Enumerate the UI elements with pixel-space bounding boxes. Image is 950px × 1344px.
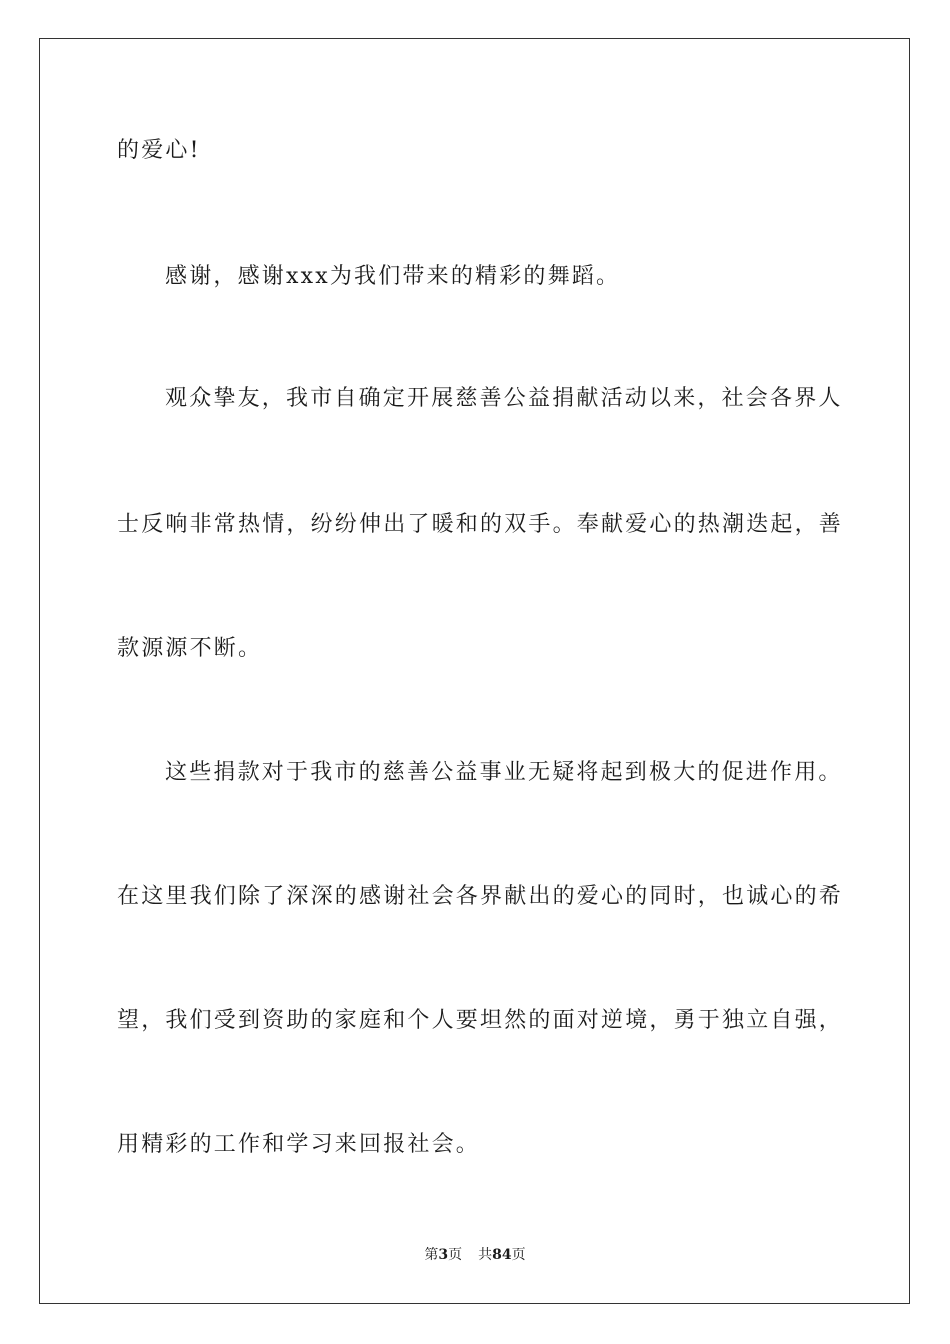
- body-line-7: 在这里我们除了深深的感谢社会各界献出的爱心的同时，也诚心的希: [117, 884, 844, 909]
- footer-total-pages: 84: [492, 1247, 512, 1263]
- body-line-4: 士反响非常热情，纷纷伸出了暖和的双手。奉献爱心的热潮迭起，善: [117, 512, 844, 537]
- page-footer: [0, 1246, 950, 1264]
- body-line-8: 望，我们受到资助的家庭和个人要坦然的面对逆境，勇于独立自强，: [117, 1008, 844, 1033]
- page-border: [39, 38, 910, 1304]
- body-line-2: 感谢，感谢xxx为我们带来的精彩的舞蹈。: [165, 264, 621, 289]
- footer-page-number: 3: [438, 1247, 449, 1263]
- body-line-3: 观众挚友，我市自确定开展慈善公益捐献活动以来，社会各界人: [165, 386, 843, 411]
- footer-page-prefix: 第: [424, 1247, 439, 1263]
- body-line-6: 这些捐款对于我市的慈善公益事业无疑将起到极大的促进作用。: [165, 760, 843, 785]
- body-line-1: 的爱心!: [117, 138, 201, 163]
- footer-total-suffix: 页: [511, 1247, 526, 1263]
- footer-page-suffix: 页: [448, 1247, 463, 1263]
- body-line-5: 款源源不断。: [117, 636, 263, 661]
- body-line-9: 用精彩的工作和学习来回报社会。: [117, 1132, 481, 1157]
- footer-total-prefix: 共: [478, 1247, 493, 1263]
